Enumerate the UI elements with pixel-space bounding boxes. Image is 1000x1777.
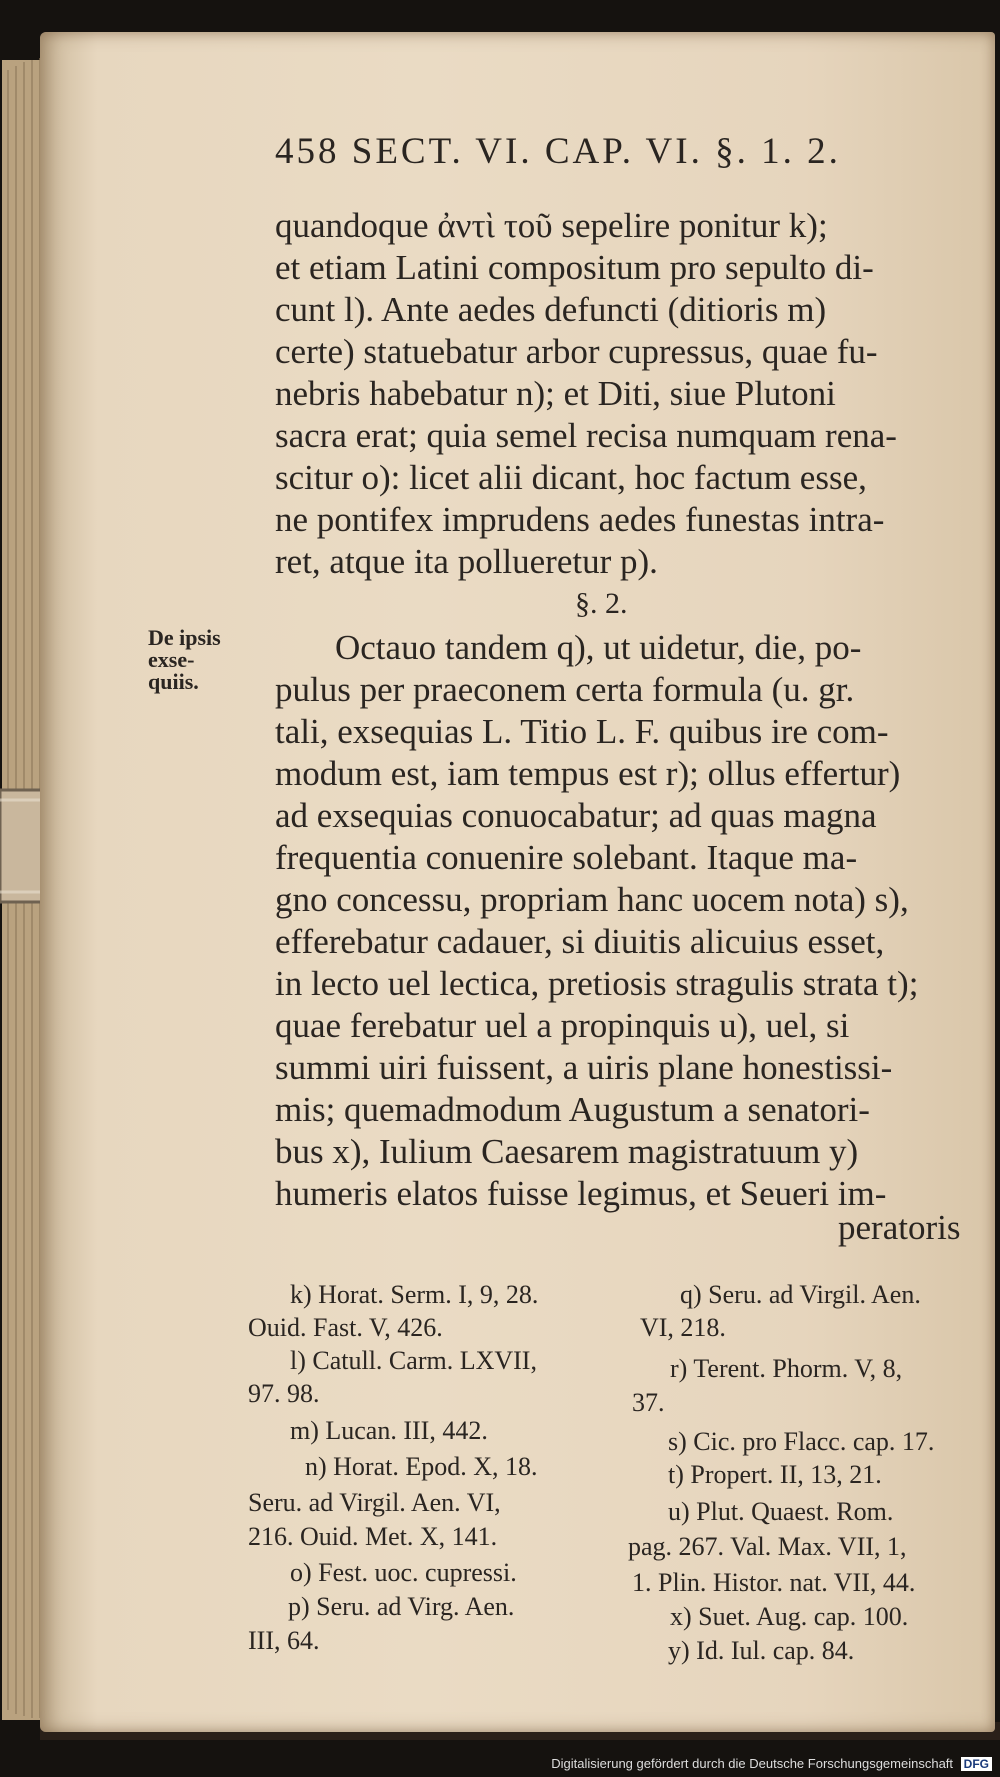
body-line: efferebatur cadauer, si diuitis alicuius esset, [275,922,885,961]
running-header: 458 SECT. VI. CAP. VI. §. 1. 2. [275,131,841,172]
footnote-line: p) Seru. ad Virg. Aen. [288,1592,515,1621]
footnote-line: III, 64. [248,1626,320,1655]
footnote-line: pag. 267. Val. Max. VII, 1, [628,1532,907,1561]
footnote-line: y) Id. Iul. cap. 84. [668,1636,855,1665]
body-line: quandoque ἀντὶ τοῦ sepelire ponitur k); [275,206,828,245]
section-mark: §. 2. [575,587,628,620]
footnote-line: k) Horat. Serm. I, 9, 28. [290,1280,539,1309]
body-line: ne pontifex imprudens aedes funestas intra- [275,500,885,539]
footnote-line: s) Cic. pro Flacc. cap. 17. [668,1427,935,1456]
footnote-line: o) Fest. uoc. cupressi. [290,1558,517,1587]
body-line: bus x), Iulium Caesarem magistratuum y) [275,1132,859,1171]
footnote-line: Seru. ad Virgil. Aen. VI, [248,1488,501,1517]
funding-text: Digitalisierung gefördert durch die Deutsche Forschungsgemeinschaft [551,1756,954,1771]
footnote-line: 97. 98. [248,1379,320,1408]
margin-note-line: quiis. [148,669,199,694]
body-line: ret, atque ita pollueretur p). [275,542,658,581]
footnote-line: n) Horat. Epod. X, 18. [305,1452,538,1481]
body-line: summi uiri fuissent, a uiris plane honestissi- [275,1048,893,1087]
footnote-line: x) Suet. Aug. cap. 100. [670,1602,909,1631]
body-line: tali, exsequias L. Titio L. F. quibus ire com- [275,712,889,751]
dfg-logo: DFG [961,1757,992,1771]
body-line: sacra erat; quia semel recisa numquam rena- [275,416,897,455]
footnote-line: 216. Ouid. Met. X, 141. [248,1522,498,1551]
funding-footer [551,1756,992,1771]
footnote-line: r) Terent. Phorm. V, 8, [670,1354,903,1383]
footnote-line: l) Catull. Carm. LXVII, [290,1346,537,1375]
body-line: scitur o): licet alii dicant, hoc factum esse, [275,458,867,497]
body-line: cunt l). Ante aedes defuncti (ditioris m) [275,290,827,329]
footnote-line: 37. [632,1388,665,1417]
footnote-line: u) Plut. Quaest. Rom. [668,1497,894,1526]
footnote-line: q) Seru. ad Virgil. Aen. [680,1280,921,1309]
body-line: ad exsequias conuocabatur; ad quas magna [275,796,877,835]
body-line: in lecto uel lectica, pretiosis stragulis strata t); [275,964,919,1003]
body-line: modum est, iam tempus est r); ollus effertur) [275,754,901,793]
body-line: certe) statuebatur arbor cupressus, quae fu- [275,332,878,371]
margin-note-line: De ipsis [148,625,221,650]
footnote-line: t) Propert. II, 13, 21. [668,1460,882,1489]
body-line: quae ferebatur uel a propinquis u), uel, si [275,1006,850,1045]
body-line: humeris elatos fuisse legimus, et Seueri im- [275,1174,887,1213]
body-line: Octauo tandem q), ut uidetur, die, po- [335,628,862,667]
body-line: gno concessu, propriam hanc uocem nota) s), [275,880,909,919]
margin-note-line: exse- [148,647,195,672]
body-line: pulus per praeconem certa formula (u. gr. [275,670,855,709]
footnote-line: 1. Plin. Histor. nat. VII, 44. [632,1568,916,1597]
body-line: frequentia conuenire solebant. Itaque ma- [275,838,858,877]
catchword: peratoris [838,1208,961,1247]
footnote-line: m) Lucan. III, 442. [290,1416,488,1445]
body-line: mis; quemadmodum Augustum a senatori- [275,1090,870,1129]
body-line: nebris habebatur n); et Diti, siue Plutoni [275,374,836,413]
footnote-line: Ouid. Fast. V, 426. [248,1313,443,1342]
body-line: et etiam Latini compositum pro sepulto di- [275,248,874,287]
footnote-line: VI, 218. [640,1313,726,1342]
